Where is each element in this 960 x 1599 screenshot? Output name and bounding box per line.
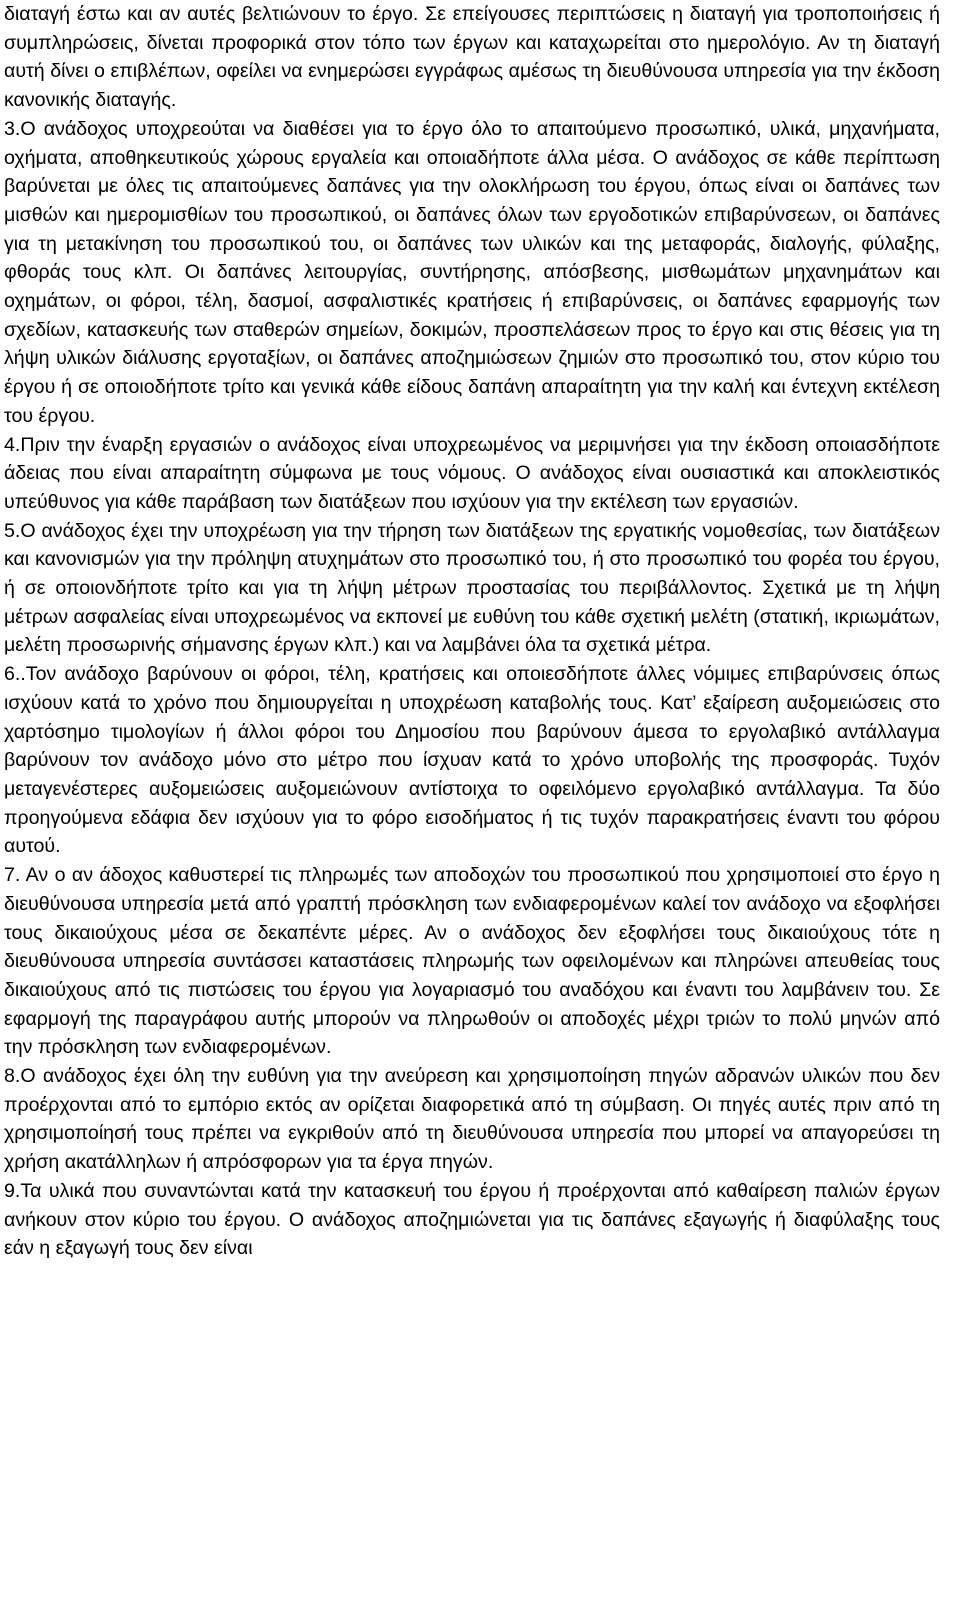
paragraph-item-8: 8.Ο ανάδοχος έχει όλη την ευθύνη για την ανεύρεση και χρησιμοποίηση πηγών αδρανών υλικών που δεν προέρχονται από το εμπόριο εκτός αν ορίζεται διαφορετικά από τη σύμβαση. Οι πηγές αυτές πριν από τη χρησιμοποίησή τους πρέπει να εγκριθούν από τη διευθύνουσα υπηρεσία που μπορεί να απαγορεύσει τη χρήση ακατάλληλων ή απρόσφορων για τα έργα πηγών. [4, 1065, 940, 1174]
paragraph-item-4: 4.Πριν την έναρξη εργασιών ο ανάδοχος είναι υποχρεωμένος να μεριμνήσει για την έκδοση οποιασδήποτε άδειας που είναι απαραίτητη σύμφωνα με τους νόμους. Ο ανάδοχος είναι ουσιαστικά και αποκλειστικός υπεύθυνος για κάθε παράβαση των διατάξεων που ισχύουν για την εκτέλεση των εργασιών. [4, 433, 940, 513]
paragraph-item-5: 5.Ο ανάδοχος έχει την υποχρέωση για την τήρηση των διατάξεων της εργατικής νομοθεσίας, των διατάξεων και κανονισμών για την πρόληψη ατυχημάτων στο προσωπικό του, ή στο προσωπικό του φορέα του έργου, ή σε οποιονδήποτε τρίτο και για τη λήψη μέτρων προστασίας του περιβάλλοντος. Σχετικά με τη λήψη μέτρων ασφαλείας είναι υποχρεωμένος να εκπονεί με ευθύνη του κάθε σχετική μελέτη (στατική, ικριωμάτων, μελέτη προσωρινής σήμανσης έργων κλπ.) και να λαμβάνει όλα τα σχετικά μέτρα. [4, 519, 940, 657]
paragraph-item-7: 7. Αν ο αν άδοχος καθυστερεί τις πληρωμές των αποδοχών του προσωπικού που χρησιμοποιεί στο έργο η διευθύνουσα υπηρεσία μετά από γραπτή πρόσκληση των ενδιαφερομένων καλεί τον ανάδοχο να εξοφλήσει τους δικαιούχους μέσα σε δεκαπέντε μέρες. Αν ο ανάδοχος δεν εξοφλήσει τους δικαιούχους τότε η διευθύνουσα υπηρεσία συντάσσει καταστάσεις πληρωμής των οφειλομένων και πληρώνει απευθείας τους δικαιούχους από τις πιστώσεις του έργου για λογαριασμό του αναδόχου και έναντι του λαμβάνειν του. Σε εφαρμογή της παραγράφου αυτής μπορούν να πληρωθούν οι αποδοχές μέχρι τριών το πολύ μηνών από την πρόσκληση των ενδιαφερομένων. [4, 864, 940, 1059]
paragraph-item-9: 9.Τα υλικά που συναντώνται κατά την κατασκευή του έργου ή προέρχονται από καθαίρεση παλιών έργων ανήκουν στον κύριο του έργου. Ο ανάδοχος αποζημιώνεται για τις δαπάνες εξαγωγής ή διαφύλαξης τους εάν η εξαγωγή τους δεν είναι [4, 1179, 940, 1260]
paragraph-item-3: 3.Ο ανάδοχος υποχρεούται να διαθέσει για το έργο όλο το απαιτούμενο προσωπικό, υλικά, μηχανήματα, οχήματα, αποθηκευτικούς χώρους εργαλεία και οποιαδήποτε άλλα μέσα. Ο ανάδοχος σε κάθε περίπτωση βαρύνεται με όλες τις απαιτούμενες δαπάνες για την ολοκλήρωση του έργου, όπως είναι οι δαπάνες των μισθών και ημερομισθίων του προσωπικού, οι δαπάνες όλων των εργοδοτικών επιβαρύνσεων, οι δαπάνες για τη μετακίνηση του προσωπικού του, οι δαπάνες των υλικών και της μεταφοράς, διαλογής, φύλαξης, φθοράς τους κλπ. Οι δαπάνες λειτουργίας, συντήρησης, απόσβεσης, μισθωμάτων μηχανημάτων και οχημάτων, οι φόροι, τέλη, δασμοί, ασφαλιστικές κρατήσεις ή επιβαρύνσεις, οι δαπάνες εφαρμογής των σχεδίων, κατασκευής των σταθερών σημείων, δοκιμών, προσπελάσεων προς το έργο και στις θέσεις για τη λήψη υλικών διάλυσης εργοταξίων, οι δαπάνες αποζημιώσεων ζημιών στο προσωπικό του, στον κύριο του έργου ή σε οποιοδήποτε τρίτο και γενικά κάθε είδους δαπάνη απαραίτητη για την καλή και έντεχνη εκτέλεση του έργου. [4, 117, 940, 427]
paragraph-item-6: 6..Τον ανάδοχο βαρύνουν οι φόροι, τέλη, κρατήσεις και οποιεσδήποτε άλλες νόμιμες επιβαρύνσεις όπως ισχύουν κατά το χρόνο που δημιουργείται η υποχρέωση καταβολής τους. Κατ’ εξαίρεση αυξομειώσεις στο χαρτόσημο τιμολογίων ή άλλοι φόροι του Δημοσίου που βαρύνουν άμεσα το εργολαβικό αντάλλαγμα βαρύνουν τον ανάδοχο μόνο στο μέτρο που ίσχυαν κατά το χρόνο υποβολής της προσφοράς. Τυχόν μεταγενέστερες αυξομειώσεις αυξομειώνουν αντίστοιχα το οφειλόμενο εργολαβικό αντάλλαγμα. Τα δύο προηγούμενα εδάφια δεν ισχύουν για το φόρο εισοδήματος ή τις τυχόν παρακρατήσεις έναντι του φόρου αυτού. [4, 663, 940, 858]
paragraph-continuation: διαταγή έστω και αν αυτές βελτιώνουν το έργο. Σε επείγουσες περιπτώσεις η διαταγή για τροποποιήσεις ή συμπληρώσεις, δίνεται προφορικά στον τόπο των έργων και καταχωρείται στο ημερολόγιο. Αν τη διαταγή αυτή δίνει ο επιβλέπων, οφείλει να ενημερώσει εγγράφως αμέσως τη διευθύνουσα υπηρεσία για την έκδοση κανονικής διαταγής. [4, 3, 940, 112]
